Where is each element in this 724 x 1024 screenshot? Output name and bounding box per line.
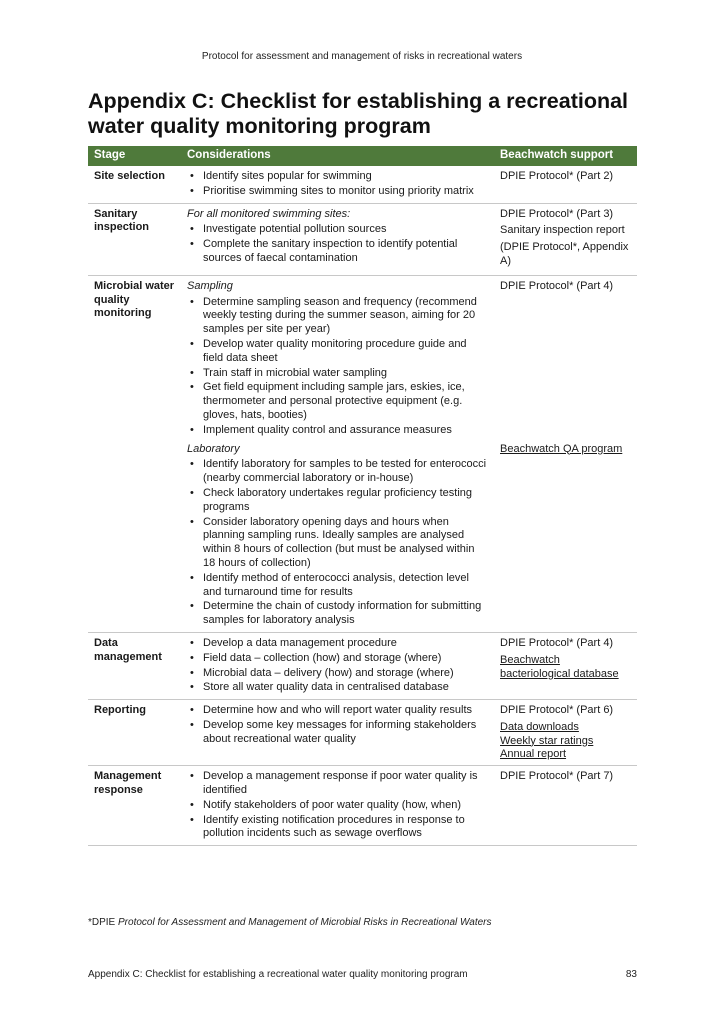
list-item: • Determine the chain of custody information for submitting samples for laboratory analysis xyxy=(203,600,488,628)
support-cell xyxy=(494,700,637,766)
support-cell xyxy=(494,766,637,846)
support-text: DPIE Protocol* (Part 2) xyxy=(500,170,614,182)
bullet-list xyxy=(187,704,488,746)
header-support: Beachwatch support xyxy=(494,146,637,166)
support-cell xyxy=(494,632,637,699)
bullet-list xyxy=(187,637,488,695)
list-item: • Check laboratory undertakes regular proficiency testing programs xyxy=(203,487,488,515)
table-row xyxy=(88,275,637,632)
list-item: • Develop some key messages for informing stakeholders about recreational water quality xyxy=(203,719,488,747)
list-item: • Identify sites popular for swimming xyxy=(203,170,488,184)
stage-cell: Site selection xyxy=(88,166,181,203)
list-item: • Prioritise swimming sites to monitor using priority matrix xyxy=(203,185,488,199)
weekly-star-ratings-link[interactable]: Weekly star ratings xyxy=(500,734,594,747)
support-cell xyxy=(494,166,637,203)
support-text: (DPIE Protocol*, Appendix A) xyxy=(500,241,629,267)
list-item: • Get field equipment including sample jars, eskies, ice, thermometer and personal protective equipment (e.g. gloves, hats, booties) xyxy=(203,381,488,422)
list-item: • Determine sampling season and frequency (recommend weekly testing during the summer season, aiming for 20 samples per site per year) xyxy=(203,296,488,337)
considerations-cell xyxy=(181,203,494,275)
considerations-cell xyxy=(181,766,494,846)
list-item: • Implement quality control and assurance measures xyxy=(203,424,488,438)
support-cell xyxy=(494,203,637,275)
data-downloads-link[interactable]: Data downloads xyxy=(500,720,579,733)
bullet-list xyxy=(187,458,488,628)
list-item: • Notify stakeholders of poor water quality (how, when) xyxy=(203,799,488,813)
stage-cell: Data management xyxy=(88,632,181,699)
considerations-cell xyxy=(181,700,494,766)
list-item: • Determine how and who will report water quality results xyxy=(203,704,488,718)
beachwatch-qa-program-link[interactable]: Beachwatch QA program xyxy=(500,442,623,455)
list-item: • Identify existing notification procedures in response to pollution incidents such as sewage overflows xyxy=(203,814,488,842)
intro-text: For all monitored swimming sites: xyxy=(187,207,351,220)
bullet-list xyxy=(187,170,488,199)
list-item: • Train staff in microbial water sampling xyxy=(203,367,488,381)
support-text: DPIE Protocol* (Part 4) xyxy=(500,279,614,292)
footnote xyxy=(88,917,648,928)
support-text: DPIE Protocol* (Part 4) xyxy=(500,636,614,649)
support-text: DPIE Protocol* (Part 6) xyxy=(500,704,614,717)
bullet-list xyxy=(187,223,488,265)
list-item: • Field data – collection (how) and storage (where) xyxy=(203,652,488,666)
table-row xyxy=(88,203,637,275)
spacer xyxy=(500,297,631,443)
header-stage: Stage xyxy=(88,146,181,166)
table-row xyxy=(88,166,637,203)
sampling-heading: Sampling xyxy=(187,279,233,292)
support-text: Sanitary inspection report xyxy=(500,224,625,237)
list-item: • Develop water quality monitoring procedure guide and field data sheet xyxy=(203,338,488,366)
stage-cell: Sanitary inspection xyxy=(88,203,181,275)
list-item: • Develop a management response if poor water quality is identified xyxy=(203,770,488,798)
running-header: Protocol for assessment and management of risks in recreational waters xyxy=(201,51,523,62)
list-item: • Develop a data management procedure xyxy=(203,637,488,651)
support-text: DPIE Protocol* (Part 7) xyxy=(500,770,614,783)
considerations-cell xyxy=(181,632,494,699)
bullet-list xyxy=(187,296,488,438)
considerations-cell xyxy=(181,275,494,632)
page-title: Appendix C: Checklist for establishing a recreational water quality monitoring program xyxy=(88,89,629,138)
list-item: • Identify laboratory for samples to be tested for enterococci (nearby commercial laboratory or in-house) xyxy=(203,458,488,486)
list-item: • Store all water quality data in centralised database xyxy=(203,681,488,695)
stage-cell: Management response xyxy=(88,766,181,846)
beachwatch-database-link[interactable]: Beachwatch bacteriological database xyxy=(500,653,619,680)
header-considerations: Considerations xyxy=(181,146,494,166)
considerations-cell xyxy=(181,166,494,203)
table-row xyxy=(88,632,637,699)
support-text: DPIE Protocol* (Part 3) xyxy=(500,207,614,220)
footnote-prefix: *DPIE xyxy=(88,917,119,928)
stage-cell: Microbial water quality monitoring xyxy=(88,275,181,632)
annual-report-link[interactable]: Annual report xyxy=(500,748,567,761)
list-item: • Identify method of enterococci analysis, detection level and turnaround time for results xyxy=(203,572,488,600)
table-row xyxy=(88,700,637,766)
bullet-list xyxy=(187,770,488,841)
list-item: • Investigate potential pollution sources xyxy=(203,223,488,237)
table-row xyxy=(88,766,637,846)
table-header-row xyxy=(88,146,637,166)
list-item: • Microbial data – delivery (how) and storage (where) xyxy=(203,667,488,681)
page-number: 83 xyxy=(625,969,637,980)
footer-text: Appendix C: Checklist for establishing a recreational water quality monitoring program xyxy=(88,969,468,980)
stage-cell: Reporting xyxy=(88,700,181,766)
support-cell xyxy=(494,275,637,632)
list-item: • Consider laboratory opening days and hours when planning sampling runs. Ideally samples are analysed within 8 hours of collection (but must be analysed within 18 hours of collection) xyxy=(203,516,488,571)
checklist-table xyxy=(88,146,637,846)
footnote-title: Protocol for Assessment and Management of Microbial Risks in Recreational Waters xyxy=(118,917,492,928)
laboratory-heading: Laboratory xyxy=(187,442,240,455)
list-item: • Complete the sanitary inspection to identify potential sources of faecal contamination xyxy=(203,238,488,266)
